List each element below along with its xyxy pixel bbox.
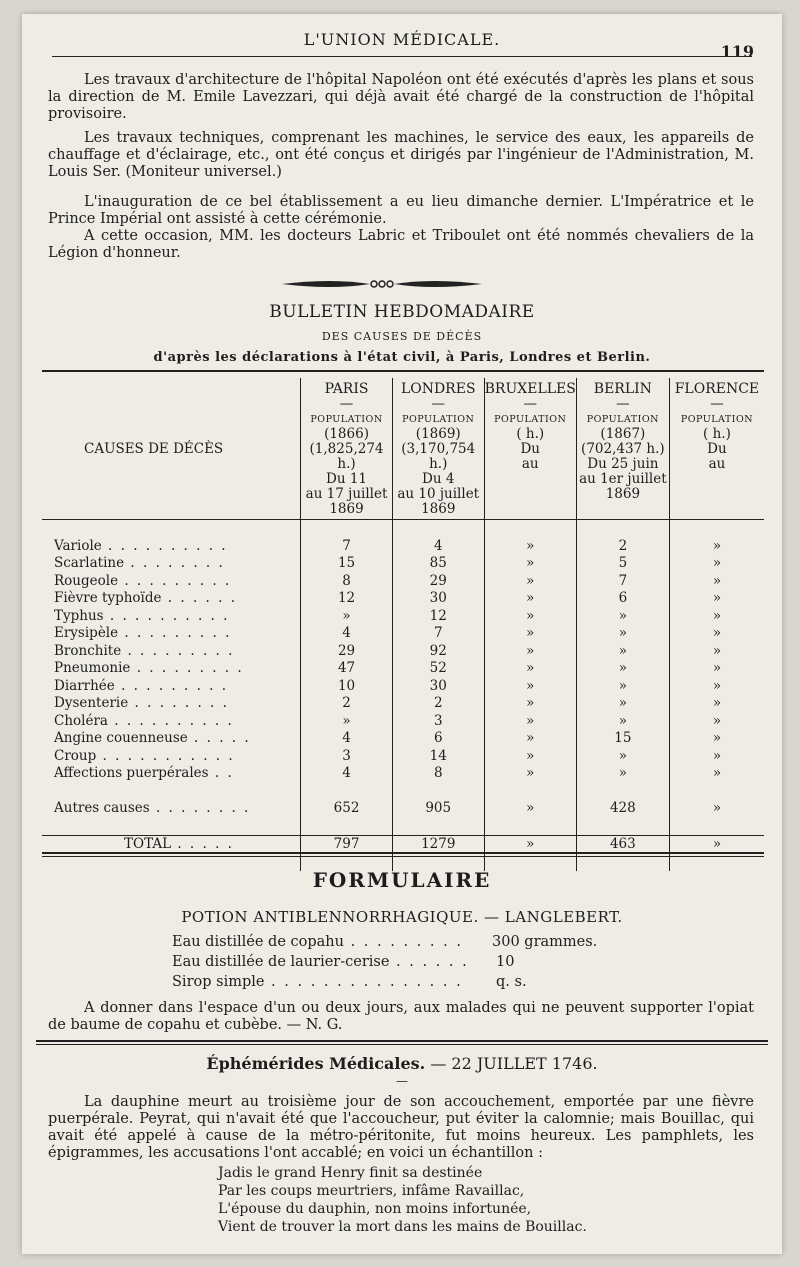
value-cell: » <box>576 625 669 643</box>
recipe-instructions: A donner dans l'espace d'un ou deux jours, aux malades qui ne peuvent supporter l'opiat de baume de copahu et cubèbe. — N. G. <box>48 1000 754 1033</box>
value-cell: » <box>484 765 576 783</box>
value-cell: » <box>576 608 669 626</box>
cause-label: Affections puerpérales . . <box>54 765 234 781</box>
value-cell: 4 <box>301 730 393 748</box>
value-cell: » <box>484 660 576 678</box>
value-cell: 797 <box>301 836 393 854</box>
value-cell: 29 <box>301 643 393 661</box>
cause-label: Rougeole . . . . . . . . . <box>54 572 232 589</box>
value-cell: 6 <box>576 590 669 608</box>
section-rule <box>36 1040 768 1042</box>
value-cell: » <box>484 836 576 854</box>
value-cell: » <box>484 713 576 731</box>
value-cell: 3 <box>301 748 393 766</box>
intro-paragraph-4: A cette occasion, MM. les docteurs Labric et Triboulet ont été nommés chevaliers de la Légion d'honneur. <box>48 228 754 261</box>
cause-label: Scarlatine . . . . . . . . <box>54 555 225 571</box>
ingredient-3: Sirop simple . . . . . . . . . . . . . . . <box>172 974 463 990</box>
page-number: 119 <box>720 42 754 61</box>
value-cell: 10 <box>301 678 393 696</box>
ephemerides-date: — 22 JUILLET 1746. <box>430 1054 598 1073</box>
value-cell: » <box>576 643 669 661</box>
value-cell: » <box>484 695 576 713</box>
value-cell: » <box>484 730 576 748</box>
table-row <box>42 678 764 696</box>
value-cell: 15 <box>301 555 393 573</box>
ingredient-1-qty: 300 grammes. <box>492 934 598 950</box>
value-cell: 1279 <box>392 836 484 854</box>
cause-label: TOTAL . . . . . <box>124 836 234 852</box>
value-cell: » <box>669 800 764 818</box>
cause-label: Erysipèle . . . . . . . . . <box>54 625 232 641</box>
verse-line-1: Jadis le grand Henry finit sa destinée <box>218 1165 483 1181</box>
bulletin-title: BULLETIN HEBDOMADAIRE <box>269 302 535 322</box>
value-cell: » <box>576 678 669 696</box>
value-cell: » <box>484 748 576 766</box>
value-cell: » <box>669 765 764 783</box>
journal-page <box>22 14 782 1254</box>
value-cell: » <box>669 625 764 643</box>
cause-label: Pneumonie . . . . . . . . . <box>54 660 244 676</box>
value-cell: 4 <box>301 625 393 643</box>
value-cell: » <box>669 608 764 626</box>
cause-label: Fièvre typhoïde . . . . . . <box>54 590 237 606</box>
value-cell: 14 <box>392 748 484 766</box>
table-row <box>42 730 764 748</box>
table-row <box>42 573 764 591</box>
intro-paragraph-2: Les travaux techniques, comprenant les machines, le service des eaux, les appareils de chauffage et d'éclairage, etc., ont été conçus et dirigés par l'ingénieur de l'Administration, M. Louis Ser. (Moniteur universel.) <box>48 130 754 180</box>
col-header-florence: FLORENCE — POPULATION ( h.) Du au <box>669 378 764 520</box>
value-cell: » <box>669 695 764 713</box>
value-cell: » <box>669 730 764 748</box>
value-cell: » <box>484 573 576 591</box>
cause-label: Typhus . . . . . . . . . . <box>54 607 230 624</box>
journal-header: L'UNION MÉDICALE. <box>303 30 501 49</box>
value-cell: 4 <box>392 538 484 556</box>
value-cell: » <box>669 713 764 731</box>
value-cell: » <box>484 643 576 661</box>
value-cell: 12 <box>301 590 393 608</box>
value-cell: 2 <box>576 538 669 556</box>
table-row <box>42 555 764 573</box>
table-row <box>42 590 764 608</box>
value-cell: » <box>669 538 764 556</box>
value-cell: » <box>669 748 764 766</box>
ephemerides-title: Éphémérides Médicales. <box>206 1054 426 1073</box>
cause-label: Angine couenneuse . . . . . <box>54 730 251 746</box>
value-cell: 3 <box>392 713 484 731</box>
table-bottom-rule-2 <box>42 856 764 857</box>
cause-label: Variole . . . . . . . . . . <box>54 537 228 554</box>
table-row <box>42 765 764 783</box>
value-cell: » <box>669 573 764 591</box>
ephemerides-dash: — <box>396 1074 408 1088</box>
value-cell: » <box>576 748 669 766</box>
value-cell: » <box>576 765 669 783</box>
value-cell: » <box>484 555 576 573</box>
value-cell: 30 <box>392 590 484 608</box>
cause-label: Diarrhée . . . . . . . . . <box>54 677 229 694</box>
causes-header: CAUSES DE DÉCÈS <box>84 441 224 457</box>
formulaire-title: FORMULAIRE <box>312 868 492 892</box>
value-cell: 905 <box>392 800 484 818</box>
value-cell: » <box>576 713 669 731</box>
bulletin-source: d'après les déclarations à l'état civil, à Paris, Londres et Berlin. <box>153 350 651 365</box>
value-cell: 47 <box>301 660 393 678</box>
col-header-berlin: BERLIN — POPULATION (1867) (702,437 h.) Du 25 juin au 1er juillet 1869 <box>576 378 669 520</box>
value-cell: » <box>484 625 576 643</box>
value-cell: » <box>484 538 576 556</box>
table-bottom-rule <box>42 852 764 854</box>
ingredient-2-qty: 10 <box>496 954 515 970</box>
value-cell: » <box>484 800 576 818</box>
ingredient-2: Eau distillée de laurier-cerise . . . . . . <box>172 954 469 970</box>
value-cell: 6 <box>392 730 484 748</box>
value-cell: 7 <box>392 625 484 643</box>
value-cell: 30 <box>392 678 484 696</box>
value-cell: » <box>669 555 764 573</box>
value-cell: 92 <box>392 643 484 661</box>
value-cell: » <box>669 678 764 696</box>
value-cell: » <box>669 836 764 854</box>
table-row <box>42 643 764 661</box>
cause-label: Choléra . . . . . . . . . . <box>54 712 234 729</box>
value-cell: 85 <box>392 555 484 573</box>
value-cell: 428 <box>576 800 669 818</box>
verse-line-3: L'épouse du dauphin, non moins infortunée, <box>218 1201 532 1217</box>
header-rule <box>52 56 752 57</box>
col-header-paris: PARIS — POPULATION (1866) (1,825,274 h.) Du 11 au 17 juillet 1869 <box>301 378 393 520</box>
recipe-title: POTION ANTIBLENNORRHAGIQUE. — LANGLEBERT. <box>181 908 623 926</box>
value-cell: » <box>669 643 764 661</box>
value-cell: 15 <box>576 730 669 748</box>
ingredient-3-qty: q. s. <box>496 974 527 990</box>
mortality-table <box>42 378 764 871</box>
value-cell: 5 <box>576 555 669 573</box>
other-causes-row <box>42 800 764 818</box>
cause-label: Dysenterie . . . . . . . . <box>54 695 229 711</box>
value-cell: » <box>576 695 669 713</box>
col-header-bruxelles: BRUXELLES — POPULATION ( h.) Du au <box>484 378 576 520</box>
value-cell: 12 <box>392 608 484 626</box>
bulletin-subtitle: DES CAUSES DE DÉCÈS <box>321 330 483 343</box>
value-cell: 8 <box>301 573 393 591</box>
table-row <box>42 660 764 678</box>
value-cell: 463 <box>576 836 669 854</box>
value-cell: 652 <box>301 800 393 818</box>
value-cell: 2 <box>392 695 484 713</box>
value-cell: » <box>669 660 764 678</box>
intro-paragraph-3: L'inauguration de ce bel établissement a eu lieu dimanche dernier. L'Impératrice et le Prince Impérial ont assisté à cette cérémonie. <box>48 194 754 227</box>
table-row <box>42 608 764 626</box>
value-cell: » <box>484 678 576 696</box>
value-cell: 8 <box>392 765 484 783</box>
value-cell: » <box>301 608 393 626</box>
ornament-divider <box>282 276 482 292</box>
table-row <box>42 713 764 731</box>
value-cell: » <box>576 660 669 678</box>
table-top-rule <box>42 370 764 372</box>
table-row <box>42 538 764 556</box>
cause-label: Bronchite . . . . . . . . . <box>54 642 235 659</box>
table-row <box>42 748 764 766</box>
section-rule-2 <box>36 1044 768 1045</box>
col-header-londres: LONDRES — POPULATION (1869) (3,170,754 h.) Du 4 au 10 juillet 1869 <box>392 378 484 520</box>
value-cell: » <box>669 590 764 608</box>
intro-paragraph-1: Les travaux d'architecture de l'hôpital Napoléon ont été exécutés d'après les plans et sous la direction de M. Emile Lavezzari, qui déjà avait été chargé de la construction de l'hôpital provisoire. <box>48 72 754 122</box>
value-cell: 4 <box>301 765 393 783</box>
value-cell: 2 <box>301 695 393 713</box>
cause-label: Croup . . . . . . . . . . . <box>54 747 235 764</box>
value-cell: » <box>301 713 393 731</box>
value-cell: » <box>484 608 576 626</box>
value-cell: 7 <box>301 538 393 556</box>
verse-line-4: Vient de trouver la mort dans les mains de Bouillac. <box>218 1219 587 1235</box>
table-body <box>42 520 764 872</box>
value-cell: » <box>484 590 576 608</box>
cause-label: Autres causes . . . . . . . . <box>54 800 251 816</box>
value-cell: 52 <box>392 660 484 678</box>
table-row <box>42 625 764 643</box>
ephemerides-text: La dauphine meurt au troisième jour de son accouchement, emportée par une fièvre puerpérale. Peyrat, qui n'avait été que l'accoucheur, put éviter la calomnie; mais Bouillac, qui avait été appelé à cause de la métro-péritonite, fut moins heureux. Les pamphlets, les épigrammes, les accusations l'ont accablé; en voici un échantillon : <box>48 1094 754 1161</box>
verse-line-2: Par les coups meurtriers, infâme Ravaillac, <box>218 1183 525 1199</box>
ephemerides-heading <box>22 1054 782 1073</box>
table-row <box>42 695 764 713</box>
value-cell: 7 <box>576 573 669 591</box>
total-row <box>42 836 764 854</box>
value-cell: 29 <box>392 573 484 591</box>
ingredient-1: Eau distillée de copahu . . . . . . . . . <box>172 934 463 950</box>
